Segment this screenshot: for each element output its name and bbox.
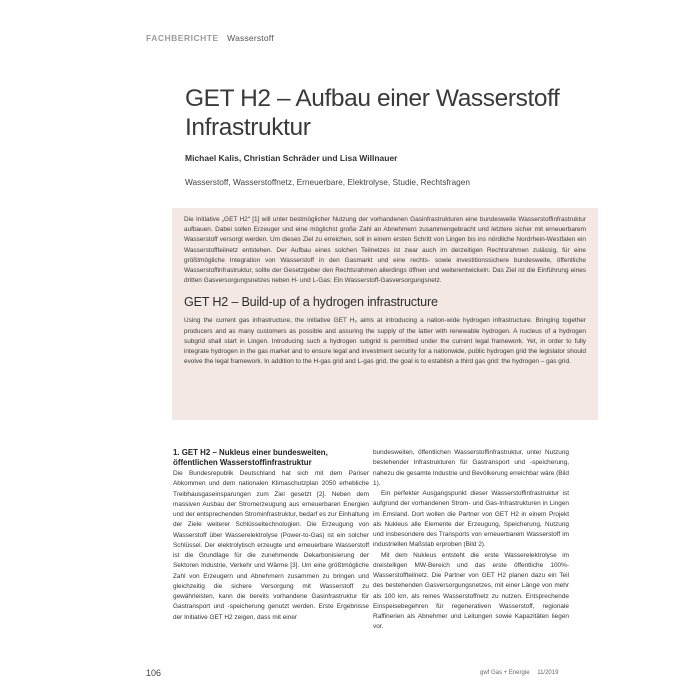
page-number: 106 (146, 668, 162, 678)
running-header (146, 33, 274, 43)
article-keywords: Wasserstoff, Wasserstoffnetz, Erneuerbare, Elektrolyse, Studie, Rechtsfragen (185, 177, 470, 187)
body-column-right (373, 448, 569, 633)
body-paragraph-continued: bundesweiten, öffentlichen Wasserstoffinfrastruktur, unter Nutzung bestehender Infrastrukturen für Gastransport und -speicherung, nahezu die gesamte Industrie und Bevölkerung erreichbar wäre (Bild 1). (373, 449, 569, 487)
publication-footer (480, 670, 558, 676)
header-topic: Wasserstoff (227, 33, 274, 43)
article-authors: Michael Kalis, Christian Schräder und Lisa Willnauer (185, 153, 398, 163)
abstract-english: Using the current gas infrastructure, the initiative GET H₂ aims at introducing a nation-wide hydrogen infrastructure. Bringing together producers and as many customers as possible and assuring the supply of the latter with renewable hydrogen. A nucleus of a hydrogen subgrid shall start in Lingen. Introducing such a hydrogen subgrid is permitted under the current legal framework. Yet, in order to fully integrate hydrogen in the gas market and to ensure legal and investment security for a nationwide, public hydrogen grid the legislator should evolve the legal framework. In addition to the H-gas grid and L-gas grid, the goal is to establish a third gas grid: the hydrogen – gas grid. (184, 317, 586, 366)
body-paragraph: Ein perfekter Ausgangspunkt dieser Wasserstoffinfrastruktur ist aufgrund der vorhandenen Strom- und Gas-Infrastrukturen in Lingen im Emsland. Dort wollen die Partner von GET H2 in einem Projekt als Nukleus alle Elemente der Erzeugung, Speicherung, Nutzung und insbesondere des Transports von erneuerbarem Wasserstoff im industriellen Maßstab erproben (Bild 2). (373, 490, 569, 549)
publication-name: gwf Gas + Energie (480, 670, 530, 676)
header-category: FACHBERICHTE (146, 33, 219, 43)
article-title: GET H2 – Aufbau einer Wasserstoff Infrastruktur (185, 85, 560, 141)
abstract-box (172, 208, 598, 420)
abstract-english-title: GET H2 – Build-up of a hydrogen infrastructure (184, 295, 438, 310)
body-paragraph: Die Bundesrepublik Deutschland hat sich mit dem Pariser Abkommen und dem nationalen Klimaschutzplan 2050 erhebliche Treibhausgaseinsparungen zum Ziel gesetzt [2]. Neben dem massiven Ausbau der Stromerzeugung aus erneuerbaren Energien und der entsprechenden Strominfrastruktur, bedarf es zur Einhaltung der Ziele weiterer Schlüsseltechnologien. Die Erzeugung von Wasserstoff über Wasserelektrolyse (Power-to-Gas) ist ein solcher Schlüssel. Der elektrolytisch erzeugte und erneuerbare Wasserstoff ist die Grundlage für die zunehmende Dekarbonisierung der Sektoren Industrie, Verkehr und Wärme [3]. Um eine größtmögliche Zahl von Erzeugern und Abnehmern zusammen zu bringen und gleichzeitig die sichere Versorgung mit Wasserstoff zu gewährleisten, kann die bereits vorhandene Gasinfrastruktur für Gastransport und -speicherung genutzt werden. Erste Ergebnisse der Initiative GET H2 zeigen, dass mit einer (173, 470, 369, 621)
body-paragraph: Mit dem Nukleus entsteht die erste Wasserelektrolyse im dreistelligen MW-Bereich und das erste öffentliche 100%-Wasserstoffteilnetz. Die Partner von GET H2 planen dazu ein Teil des bestehenden Gasversorgungsnetzes, mit einer Länge von mehr als 100 km, als reines Wasserstoffnetz zu nutzen. Entsprechende Einspeisebegehren für regenerativen Wasserstoff, regionale Raffinerien als Abnehmer und Leitungen sowie Kapazitäten liegen vor. (373, 551, 569, 631)
publication-issue: 11/2019 (537, 670, 559, 676)
section-heading: 1. GET H2 – Nukleus einer bundesweiten, öffentlichen Wasserstoffinfrastruktur (173, 448, 328, 467)
abstract-german: Die Initiative „GET H2“ [1] will unter bestmöglicher Nutzung der vorhandenen Gasinfrastrukturen eine bundesweite Wasserstoffinfrastruktur aufbauen. Dabei sollen Erzeuger und eine möglichst große Zahl an Abnehmern zusammengebracht und letztere sicher mit erneuerbarem Wasserstoff versorgt werden. Um dieses Ziel zu erreichen, soll in einem ersten Schritt von Lingen bis ins nördliche Nordrhein-Westfalen ein Wasserstoffteilnetz entstehen. Der Aufbau eines solchen Teilnetzes ist zwar auch im derzeitigen Rechtsrahmen zulässig, für eine größtmögliche Integration von Wasserstoff in den Gasmarkt und eine rechts- sowie investitionssichere bundesweite, öffentliche Wasserstoffinfrastruktur, sollte der Gesetzgeber den Rechtsrahmen allerdings öffnen und weiterentwickeln. Das Ziel ist die Einführung eines dritten Gasversorgungsnetzes neben H- und L-Gas: Ein Wasserstoff-Gasversorgungsnetz. (184, 216, 586, 285)
body-column-left (173, 448, 369, 623)
